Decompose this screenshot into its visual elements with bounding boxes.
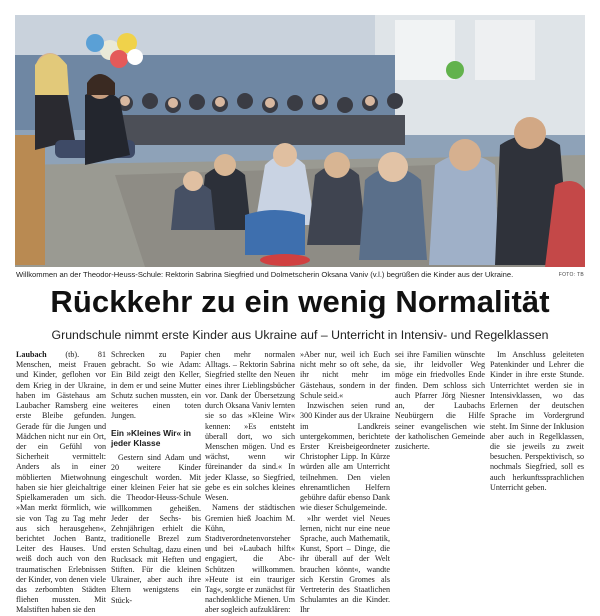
column-4-text: »Aber nur, weil ich Euch nicht mehr so oft sehe, da ihr nicht mehr im Gästehaus, sondern in der Schule seid.«	[300, 350, 390, 400]
column-2-text: Schrecken zu Papier gebracht. So wie Adam: Ein Bild zeigt den Keller, in dem er und seine Mutter Schutz suchen mussten, ein weiteres einen toten Jungen.	[111, 350, 201, 421]
article-column-3	[205, 350, 295, 615]
classroom-photo-illustration	[15, 15, 585, 267]
headline: Rückkehr zu ein wenig Normalität	[50, 284, 550, 319]
article-column-6	[490, 350, 584, 558]
column-2-text-b: Gestern sind Adam und 20 weitere Kinder eingeschult worden. Mit einer kleinen Feier hat sie die Theodor-Heuss-Schule willkommen geheißen. Jeder der Sechs- bis Zehnjährigen erhielt die traditionelle Brezel zum ersten Schultag, dazu einen Rucksack mit Heften und Stiften. Für die kleinen Ukrainer, aber auch ihre Eltern wenigstens ein Stück-	[111, 452, 201, 605]
column-4-text-c: »Ihr werdet viel Neues lernen, nicht nur eine neue Sprache, auch Mathematik, Kunst, Sport – Dinge, die ihr überall auf der Welt brauchen könnt«, wandte sich Kerstin Gromes als Vertreterin des Staatlichen Schulamtes an die Kinder. Ihr	[300, 513, 390, 615]
column-3-text-b: Namens der städtischen Gremien hieß Joachim M. Kühn, Stadtverordnetenvorsteher und bei »Laubach hilft« engagiert, die Abc-Schützen willkommen. »Heute ist ein trauriger Tag«, sorgte er zunächst für nachdenkliche Mienen. Um aber sogleich aufzuklären:	[205, 503, 295, 615]
photo-credit: FOTO: TB	[558, 272, 584, 278]
article-photo	[15, 15, 585, 267]
column-3-text: chen mehr normalen Alltags. – Rektorin Sabrina Siegfried stellte den Neuen eines ihrer Lieblingsbücher vor. Dank der Übersetzung durch Oksana Vaniv lernten sie so das »Kleine Wir« kennen: »Es entsteht überall dort, wo sich Menschen mögen. Und es wächst, wenn wir füreinander da sind.« In jeder Klasse, so Siegfried, gebe es ein solches kleines Wesen.	[205, 350, 295, 503]
article-column-5	[395, 350, 485, 558]
article-column-4	[300, 350, 390, 615]
column-1-text: (tb). 81 Menschen, meist Frauen und Kinder, geflohen vor dem Krieg in der Ukraine, haben im Gästehaus am Laubacher Ramsberg eine erste Bleibe gefunden. Gerade für die Jungen und Mädchen nicht nur ein Ort, der ein Gefühl von Sicherheit vermittelt: Anders als in einer möblierten Mietwohnung haben sie hier gleichaltrige Spielkameraden um sich. »Man merkt förmlich, wie sie von Tag zu Tag mehr aus sich herausgehen«, berichtet Jochen Bantz, Leiter des Hauses. Und weiß doch auch von den traumatischen Erlebnissen der Kinder, von denen viele das zerbombten Städten fliehen mussten. Mit Malstiften haben sie den	[16, 350, 106, 615]
subheading: Ein »Kleines Wir« in jeder Klasse	[111, 427, 191, 448]
column-5-text: sei ihre Familien wünschte sie, ihr leidvoller Weg möge ein friedvolles Ende finden. Dem schloss sich auch Pfarrer Jörg Niesner an, der Laubachs Neubürgern die Hilfe seiner evangelischen wie der katholischen Gemeinde zusicherte.	[395, 350, 485, 451]
column-4-text-b: Inzwischen seien rund 300 Kinder aus der Ukraine im Landkreis untergekommen, berichtete Erster Kreisbeigeordneter Christopher Lipp. In Kürze würden alle am Unterricht teilnehmen. Den vielen ehrenamtlichen Helfern gebühre dafür ebenso Dank wie dieser Schulgemeinde.	[300, 401, 390, 513]
article-column-1	[16, 350, 106, 615]
photo-caption: Willkommen an der Theodor-Heuss-Schule: Rektorin Sabrina Siegfried und Dolmetscherin Oksana Vaniv (v.l.) begrüßen die Kinder aus der Ukraine.	[16, 270, 514, 279]
dateline: Laubach	[16, 350, 47, 359]
column-6-text: Im Anschluss geleiteten Patenkinder und Lehrer die Kinder in ihre erste Stunde. Unterrichtet werden sie in Intensivklassen, wo das Erlernen der deutschen Sprache im Vordergrund steht. Im Sinne der Inklusion aber auch in Regelklassen, die sie jeweils zu zweit besuchen. Perspektivisch, so nochmals Siegfried, soll es auch herkunftssprachlichen Unterricht geben.	[490, 350, 584, 492]
article-column-2	[111, 350, 201, 605]
subheadline: Grundschule nimmt erste Kinder aus Ukraine auf – Unterricht in Intensiv- und Regelklassen	[51, 328, 549, 342]
